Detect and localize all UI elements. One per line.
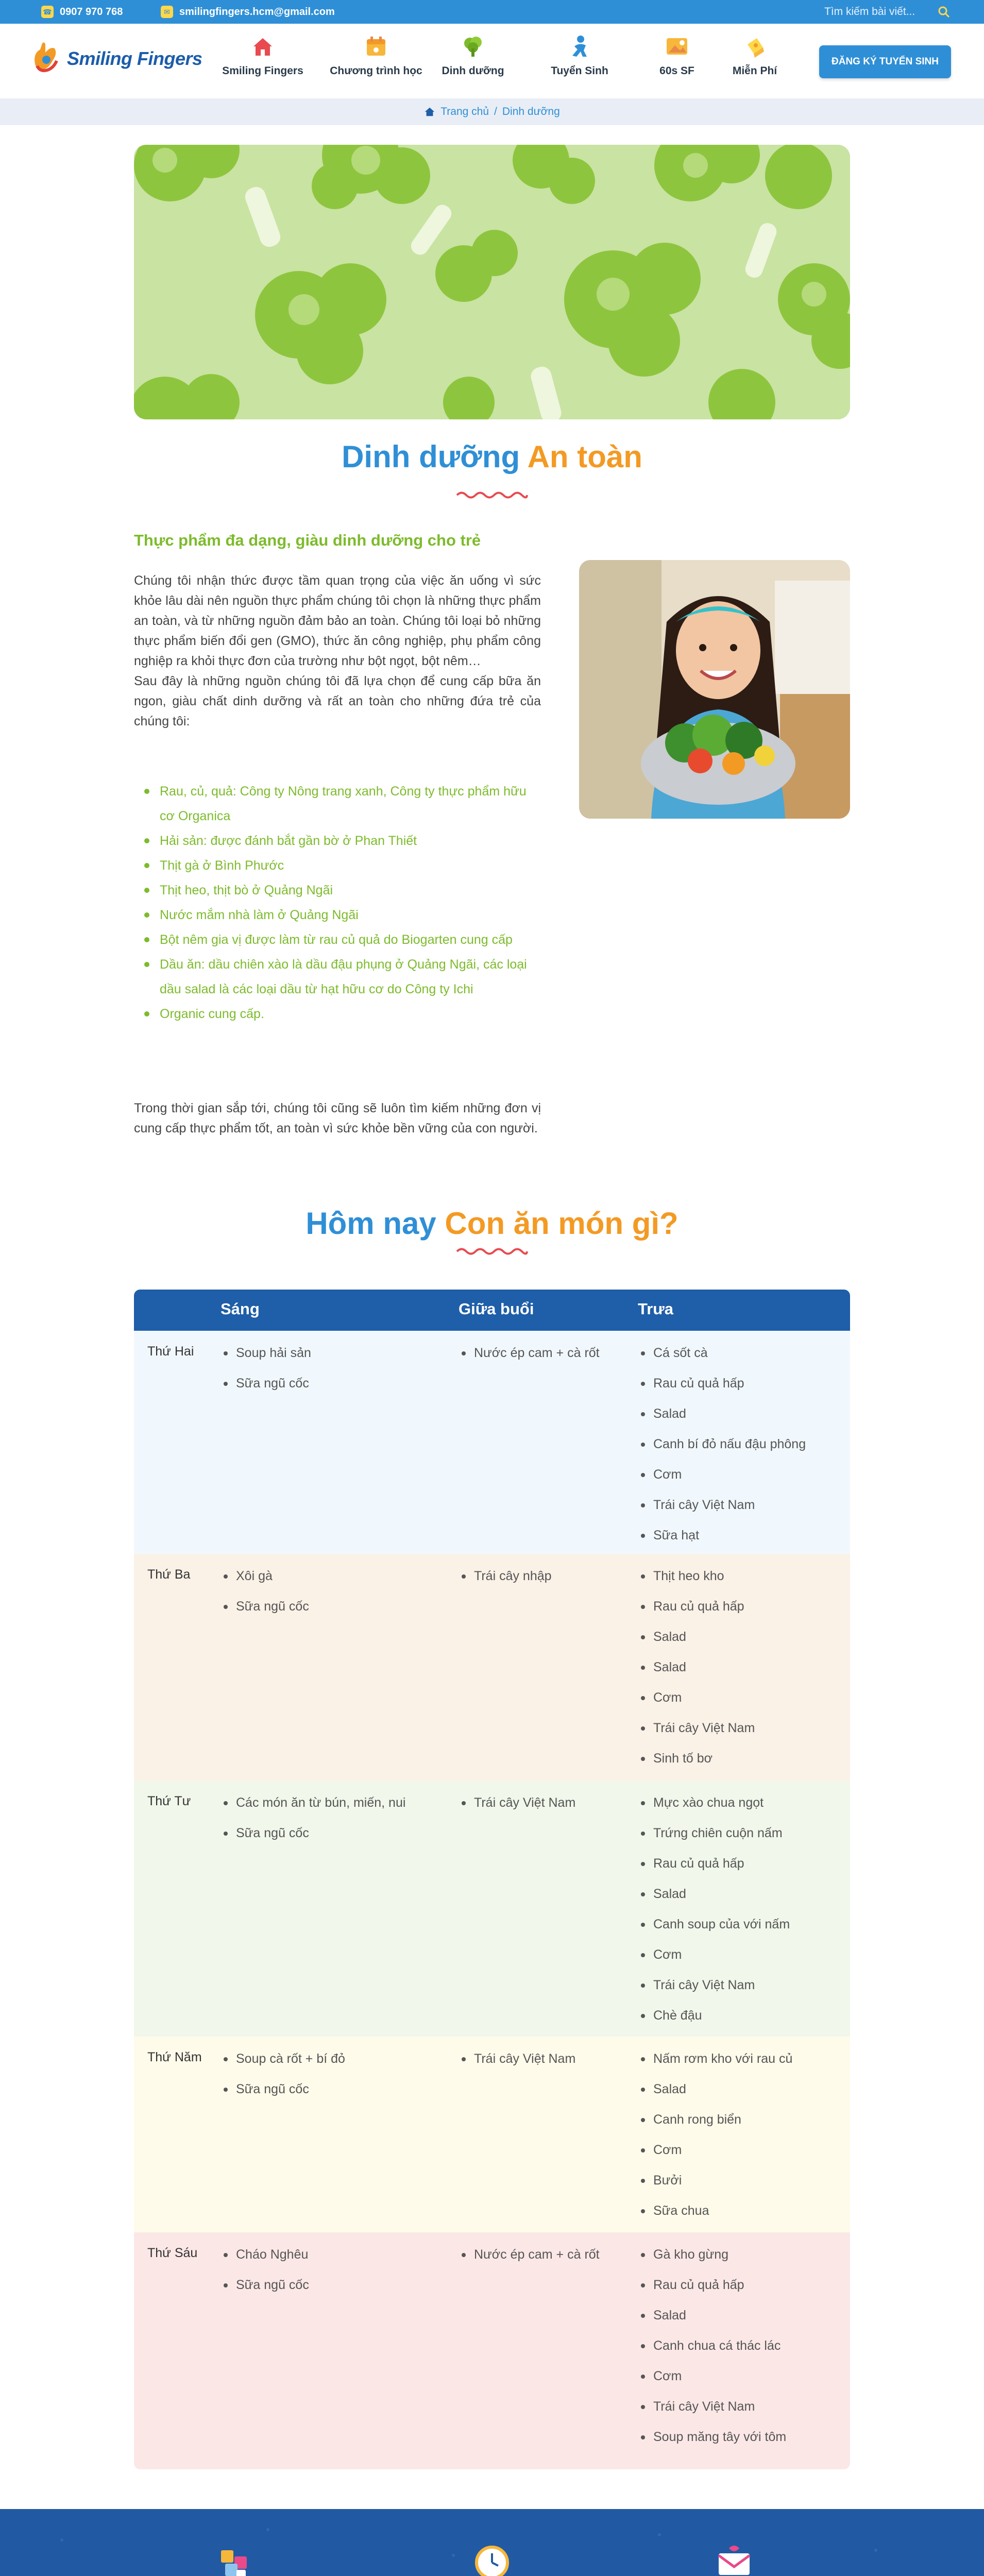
- list-item: Salad: [641, 1399, 806, 1429]
- register-button[interactable]: ĐĂNG KÝ TUYỂN SINH: [819, 45, 951, 78]
- list-item: Hải sản: được đánh bắt gần bờ ở Phan Thiết: [134, 828, 541, 853]
- breadcrumb-home-link[interactable]: Trang chủ: [440, 106, 489, 117]
- list-item: Cơm: [641, 2135, 792, 2165]
- nutrition-subheading: Thực phẩm đa dạng, giàu dinh dưỡng cho trẻ: [134, 531, 481, 549]
- search-icon[interactable]: [938, 6, 950, 18]
- breadcrumb-separator: /: [494, 106, 497, 117]
- title-blue-part: Hôm nay: [306, 1206, 436, 1241]
- table-row: [134, 1554, 850, 1781]
- site-header: [0, 24, 984, 98]
- child-icon: [567, 34, 592, 59]
- topbar-phone-text: 0907 970 768: [60, 6, 123, 18]
- envelope-icon: [714, 2541, 755, 2576]
- intro-paragraph-2: Sau đây là những nguồn chúng tôi đã lựa chọn để cung cấp bữa ăn ngon, giàu chất dinh dưỡng và rất an toàn cho những đứa trẻ của chúng tôi:: [134, 674, 541, 728]
- title-orange-part: An toàn: [527, 439, 642, 474]
- list-item: Sinh tố bơ: [641, 1743, 755, 1774]
- list-item: Rau, củ, quả: Công ty Nông trang xanh, Công ty thực phẩm hữu cơ Organica: [134, 779, 541, 828]
- site-footer: [0, 2509, 984, 2576]
- topbar-email[interactable]: [161, 6, 335, 18]
- calendar-icon: [364, 34, 388, 59]
- row-day: Thứ Sáu: [147, 2246, 198, 2260]
- list-item: Nước ép cam + cà rốt: [462, 1338, 600, 1368]
- lunch-cell: [641, 1561, 755, 1774]
- broccoli-icon: [461, 34, 485, 59]
- list-item: Chè đậu: [641, 2001, 790, 2031]
- list-item: Cơm: [641, 1460, 806, 1490]
- list-item: Trứng chiên cuộn nấm: [641, 1818, 790, 1849]
- search-input[interactable]: [824, 6, 932, 18]
- row-day: Thứ Hai: [147, 1344, 194, 1359]
- broccoli-illustration: [134, 145, 850, 419]
- table-row: [134, 1781, 850, 2037]
- list-item: Trái cây Việt Nam: [462, 2044, 575, 2074]
- mid-cell: [462, 2044, 575, 2074]
- list-item: Canh chua cá thác lác: [641, 2331, 786, 2361]
- list-item: Salad: [641, 2300, 786, 2331]
- home-icon: [424, 106, 435, 117]
- list-item: Trái cây Việt Nam: [641, 1490, 806, 1520]
- clock-icon: [471, 2541, 513, 2576]
- nutrition-title: [0, 439, 984, 474]
- table-row: [134, 2232, 850, 2469]
- list-item: Soup hải sản: [224, 1338, 311, 1368]
- girl-illustration: [579, 560, 850, 819]
- mail-icon: ✉: [161, 6, 173, 18]
- morning-cell: [224, 2240, 309, 2300]
- table-row: [134, 2037, 850, 2232]
- lunch-cell: [641, 2240, 786, 2452]
- nav-label: Smiling Fingers: [222, 65, 303, 77]
- mid-cell: [462, 2240, 600, 2270]
- search-box: [824, 4, 959, 20]
- list-item: Cơm: [641, 1683, 755, 1713]
- list-item: Canh soup của với nấm: [641, 1909, 790, 1940]
- morning-cell: [224, 1561, 309, 1622]
- nav-item-free[interactable]: [703, 34, 806, 77]
- breadcrumb-current: Dinh dưỡng: [502, 106, 560, 117]
- list-item: Trái cây Việt Nam: [641, 2392, 786, 2422]
- title-blue-part: Dinh dưỡng: [342, 439, 520, 474]
- row-day: Thứ Ba: [147, 1567, 191, 1582]
- list-item: Sữa ngũ cốc: [224, 2270, 309, 2300]
- nav-item-smiling-fingers[interactable]: [211, 34, 314, 77]
- topbar-email-text: smilingfingers.hcm@gmail.com: [179, 6, 335, 18]
- food-sources-list: [134, 779, 541, 1026]
- nav-label: 60s SF: [659, 65, 694, 77]
- list-item: Bưởi: [641, 2165, 792, 2196]
- nutrition-outro: Trong thời gian sắp tới, chúng tôi cũng sẽ luôn tìm kiếm những đơn vị cung cấp thực phẩm tốt, an toàn vì sức khỏe bền vững của con người.: [134, 1101, 541, 1136]
- header-lunch: Trưa: [638, 1300, 673, 1318]
- lunch-cell: [641, 1788, 790, 2031]
- table-header: [134, 1290, 850, 1331]
- blocks-icon: [214, 2541, 255, 2576]
- nav-label: Miễn Phí: [732, 65, 777, 77]
- list-item: Cháo Nghêu: [224, 2240, 309, 2270]
- list-item: Dầu ăn: dầu chiên xào là dầu đậu phụng ở Quảng Ngãi, các loại dầu salad là các loại dầu từ hạt hữu cơ do Công ty Ichi: [134, 952, 541, 1002]
- list-item: Salad: [641, 1622, 755, 1652]
- list-item: Mực xào chua ngọt: [641, 1788, 790, 1818]
- list-item: Canh rong biển: [641, 2105, 792, 2135]
- nav-item-nutrition[interactable]: [421, 34, 524, 77]
- title-orange-part: Con ăn món gì?: [445, 1206, 678, 1241]
- nav-label: Tuyển Sinh: [551, 65, 608, 77]
- list-item: Sữa chua: [641, 2196, 792, 2226]
- list-item: Nước mắm nhà làm ở Quảng Ngãi: [134, 903, 541, 927]
- list-item: Thịt heo kho: [641, 1561, 755, 1591]
- list-item: Trái cây Việt Nam: [641, 1713, 755, 1743]
- list-item: Nấm rơm kho với rau củ: [641, 2044, 792, 2074]
- list-item: Sữa ngũ cốc: [224, 2074, 345, 2105]
- list-item: Cơm: [641, 2361, 786, 2392]
- squiggle-divider: [456, 490, 528, 500]
- list-item: Salad: [641, 1652, 755, 1683]
- list-item: Salad: [641, 2074, 792, 2105]
- morning-cell: [224, 1788, 405, 1849]
- nav-label: Chương trình học: [330, 65, 422, 77]
- list-item: Cơm: [641, 1940, 790, 1970]
- mid-cell: [462, 1788, 575, 1818]
- menu-title: [0, 1206, 984, 1241]
- list-item: Thịt gà ở Bình Phước: [134, 853, 541, 878]
- top-bar: [0, 0, 984, 24]
- mid-cell: [462, 1338, 600, 1368]
- list-item: Soup măng tây với tôm: [641, 2422, 786, 2452]
- list-item: Rau củ quả hấp: [641, 2270, 786, 2300]
- logo-text: Smiling Fingers: [67, 48, 202, 69]
- topbar-phone[interactable]: [41, 6, 123, 18]
- nav-label: Dinh dưỡng: [442, 65, 504, 77]
- list-item: Trái cây Việt Nam: [462, 1788, 575, 1818]
- nav-item-program[interactable]: [325, 34, 428, 77]
- list-item: Các món ăn từ bún, miến, nui: [224, 1788, 405, 1818]
- list-item: Bột nêm gia vị được làm từ rau củ quả do Biogarten cung cấp: [134, 927, 541, 952]
- list-item: Trái cây Việt Nam: [641, 1970, 790, 2001]
- footer-hours: [381, 2541, 603, 2576]
- intro-paragraph-1: Chúng tôi nhận thức được tầm quan trọng của việc ăn uống vì sức khỏe lâu dài nên nguồn thực phẩm chúng tôi chọn là những thực phẩm an toàn, và từ những nguồn đảm bảo an toàn. Chúng tôi loại bỏ những thực phẩm biến đổi gen (GMO), thức ăn công nghiệp, phụ phẩm công nghiệp ra khỏi thực đơn của trường như bột ngọt, bột nêm…: [134, 573, 541, 668]
- gift-icon: [742, 34, 767, 59]
- list-item: Cá sốt cà: [641, 1338, 806, 1368]
- list-item: Nước ép cam + cà rốt: [462, 2240, 600, 2270]
- list-item: Salad: [641, 1879, 790, 1909]
- list-item: Xôi gà: [224, 1561, 309, 1591]
- list-item: Sữa hạt: [641, 1520, 806, 1551]
- list-item: Canh bí đỏ nấu đậu phông: [641, 1429, 806, 1460]
- logo-hand-icon: [30, 38, 63, 79]
- phone-icon: ☎: [41, 6, 54, 18]
- mid-cell: [462, 1561, 552, 1591]
- list-item: Sữa ngũ cốc: [224, 1591, 309, 1622]
- breadcrumb: [0, 98, 984, 125]
- list-item: Gà kho gừng: [641, 2240, 786, 2270]
- list-item: Thịt heo, thịt bò ở Quảng Ngãi: [134, 878, 541, 903]
- home-icon: [250, 34, 275, 59]
- lunch-cell: [641, 1338, 806, 1551]
- picture-icon: [665, 34, 689, 59]
- list-item: Sữa ngũ cốc: [224, 1818, 405, 1849]
- squiggle-divider: [456, 1247, 528, 1256]
- site-logo[interactable]: [30, 38, 202, 79]
- weekly-menu-table: [134, 1290, 850, 2469]
- footer-contact: [623, 2541, 845, 2576]
- list-item: Rau củ quả hấp: [641, 1368, 806, 1399]
- table-row: [134, 1331, 850, 1554]
- nutrition-intro: [134, 571, 541, 732]
- list-item: Rau củ quả hấp: [641, 1849, 790, 1879]
- row-day: Thứ Tư: [147, 1794, 191, 1808]
- morning-cell: [224, 1338, 311, 1399]
- footer-about: [124, 2541, 345, 2576]
- list-item: Trái cây nhập: [462, 1561, 552, 1591]
- lunch-cell: [641, 2044, 792, 2226]
- nav-item-admission[interactable]: [528, 34, 631, 77]
- list-item: Rau củ quả hấp: [641, 1591, 755, 1622]
- header-morning: Sáng: [220, 1300, 260, 1318]
- hero-broccoli-image: [134, 145, 850, 419]
- header-mid-morning: Giữa buổi: [459, 1300, 534, 1318]
- list-item: Soup cà rốt + bí đỏ: [224, 2044, 345, 2074]
- list-item: Sữa ngũ cốc: [224, 1368, 311, 1399]
- list-item: Organic cung cấp.: [134, 1002, 541, 1026]
- girl-with-vegetables-image: [579, 560, 850, 819]
- row-day: Thứ Năm: [147, 2050, 202, 2064]
- morning-cell: [224, 2044, 345, 2105]
